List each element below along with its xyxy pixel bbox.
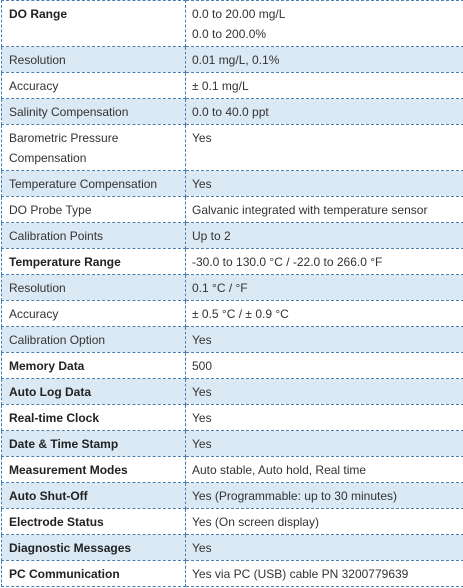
spec-value xyxy=(186,535,463,561)
spec-value-line: ± 0.1 mg/L xyxy=(192,79,249,93)
spec-label: Real-time Clock xyxy=(2,405,186,431)
spec-value xyxy=(186,47,463,73)
spec-row xyxy=(2,483,463,509)
spec-value-line: Yes xyxy=(192,437,212,451)
spec-value-line: Yes via PC (USB) cable PN 3200779639 xyxy=(192,567,409,581)
spec-label: Calibration Points xyxy=(2,223,186,249)
spec-value-line: 0.0 to 200.0% xyxy=(192,27,267,41)
spec-value-line: Yes xyxy=(192,541,212,555)
spec-row xyxy=(2,223,463,249)
spec-row xyxy=(2,1,463,47)
spec-value-line: Yes xyxy=(192,131,212,145)
spec-row xyxy=(2,327,463,353)
spec-label: Auto Shut-Off xyxy=(2,483,186,509)
spec-value-line: 0.01 mg/L, 0.1% xyxy=(192,53,280,67)
spec-value xyxy=(186,561,463,587)
spec-row xyxy=(2,171,463,197)
spec-value xyxy=(186,353,463,379)
spec-value xyxy=(186,509,463,535)
spec-label: Memory Data xyxy=(2,353,186,379)
spec-value xyxy=(186,73,463,99)
spec-value xyxy=(186,125,463,171)
spec-label: Resolution xyxy=(2,275,186,301)
spec-label: Resolution xyxy=(2,47,186,73)
spec-value-line: Up to 2 xyxy=(192,229,231,243)
spec-value-line: ± 0.5 °C / ± 0.9 °C xyxy=(192,307,289,321)
spec-value xyxy=(186,431,463,457)
spec-value xyxy=(186,405,463,431)
spec-value-line: Yes (On screen display) xyxy=(192,515,319,529)
spec-label: Diagnostic Messages xyxy=(2,535,186,561)
spec-value-line: -30.0 to 130.0 °C / -22.0 to 266.0 °F xyxy=(192,255,383,269)
spec-label: Measurement Modes xyxy=(2,457,186,483)
spec-label: Temperature Compensation xyxy=(2,171,186,197)
spec-value xyxy=(186,171,463,197)
spec-row xyxy=(2,405,463,431)
spec-row xyxy=(2,535,463,561)
spec-value xyxy=(186,99,463,125)
spec-row xyxy=(2,561,463,587)
spec-label: Barometric Pressure Compensation xyxy=(2,125,186,171)
spec-value xyxy=(186,1,463,47)
spec-label: DO Probe Type xyxy=(2,197,186,223)
spec-value-line: Yes xyxy=(192,385,212,399)
spec-value xyxy=(186,275,463,301)
spec-row xyxy=(2,353,463,379)
spec-table xyxy=(1,0,463,587)
spec-label: PC Communication xyxy=(2,561,186,587)
spec-value xyxy=(186,379,463,405)
spec-row xyxy=(2,47,463,73)
spec-row xyxy=(2,99,463,125)
spec-row xyxy=(2,509,463,535)
spec-row xyxy=(2,197,463,223)
spec-value-line: 0.0 to 20.00 mg/L xyxy=(192,7,286,21)
spec-value xyxy=(186,223,463,249)
spec-row xyxy=(2,457,463,483)
spec-value xyxy=(186,457,463,483)
spec-value-line: Yes (Programmable: up to 30 minutes) xyxy=(192,489,397,503)
spec-value-line: Yes xyxy=(192,333,212,347)
spec-value xyxy=(186,301,463,327)
spec-row xyxy=(2,125,463,171)
spec-label: Electrode Status xyxy=(2,509,186,535)
spec-table-body xyxy=(2,1,463,587)
spec-value xyxy=(186,197,463,223)
spec-value xyxy=(186,249,463,275)
spec-row xyxy=(2,73,463,99)
spec-value-line: Galvanic integrated with temperature sensor xyxy=(192,203,428,217)
spec-row xyxy=(2,249,463,275)
spec-label: Calibration Option xyxy=(2,327,186,353)
spec-label: Temperature Range xyxy=(2,249,186,275)
spec-row xyxy=(2,301,463,327)
spec-value-line: Auto stable, Auto hold, Real time xyxy=(192,463,367,477)
spec-row xyxy=(2,275,463,301)
spec-label: DO Range xyxy=(2,1,186,47)
spec-label: Accuracy xyxy=(2,73,186,99)
spec-row xyxy=(2,431,463,457)
spec-label: Auto Log Data xyxy=(2,379,186,405)
spec-label: Accuracy xyxy=(2,301,186,327)
spec-value-line: 500 xyxy=(192,359,213,373)
spec-label: Date & Time Stamp xyxy=(2,431,186,457)
spec-row xyxy=(2,379,463,405)
spec-value-line: Yes xyxy=(192,177,212,191)
spec-value xyxy=(186,327,463,353)
spec-value xyxy=(186,483,463,509)
spec-label: Salinity Compensation xyxy=(2,99,186,125)
spec-value-line: 0.0 to 40.0 ppt xyxy=(192,105,269,119)
spec-value-line: Yes xyxy=(192,411,212,425)
spec-value-line: 0.1 °C / °F xyxy=(192,281,248,295)
